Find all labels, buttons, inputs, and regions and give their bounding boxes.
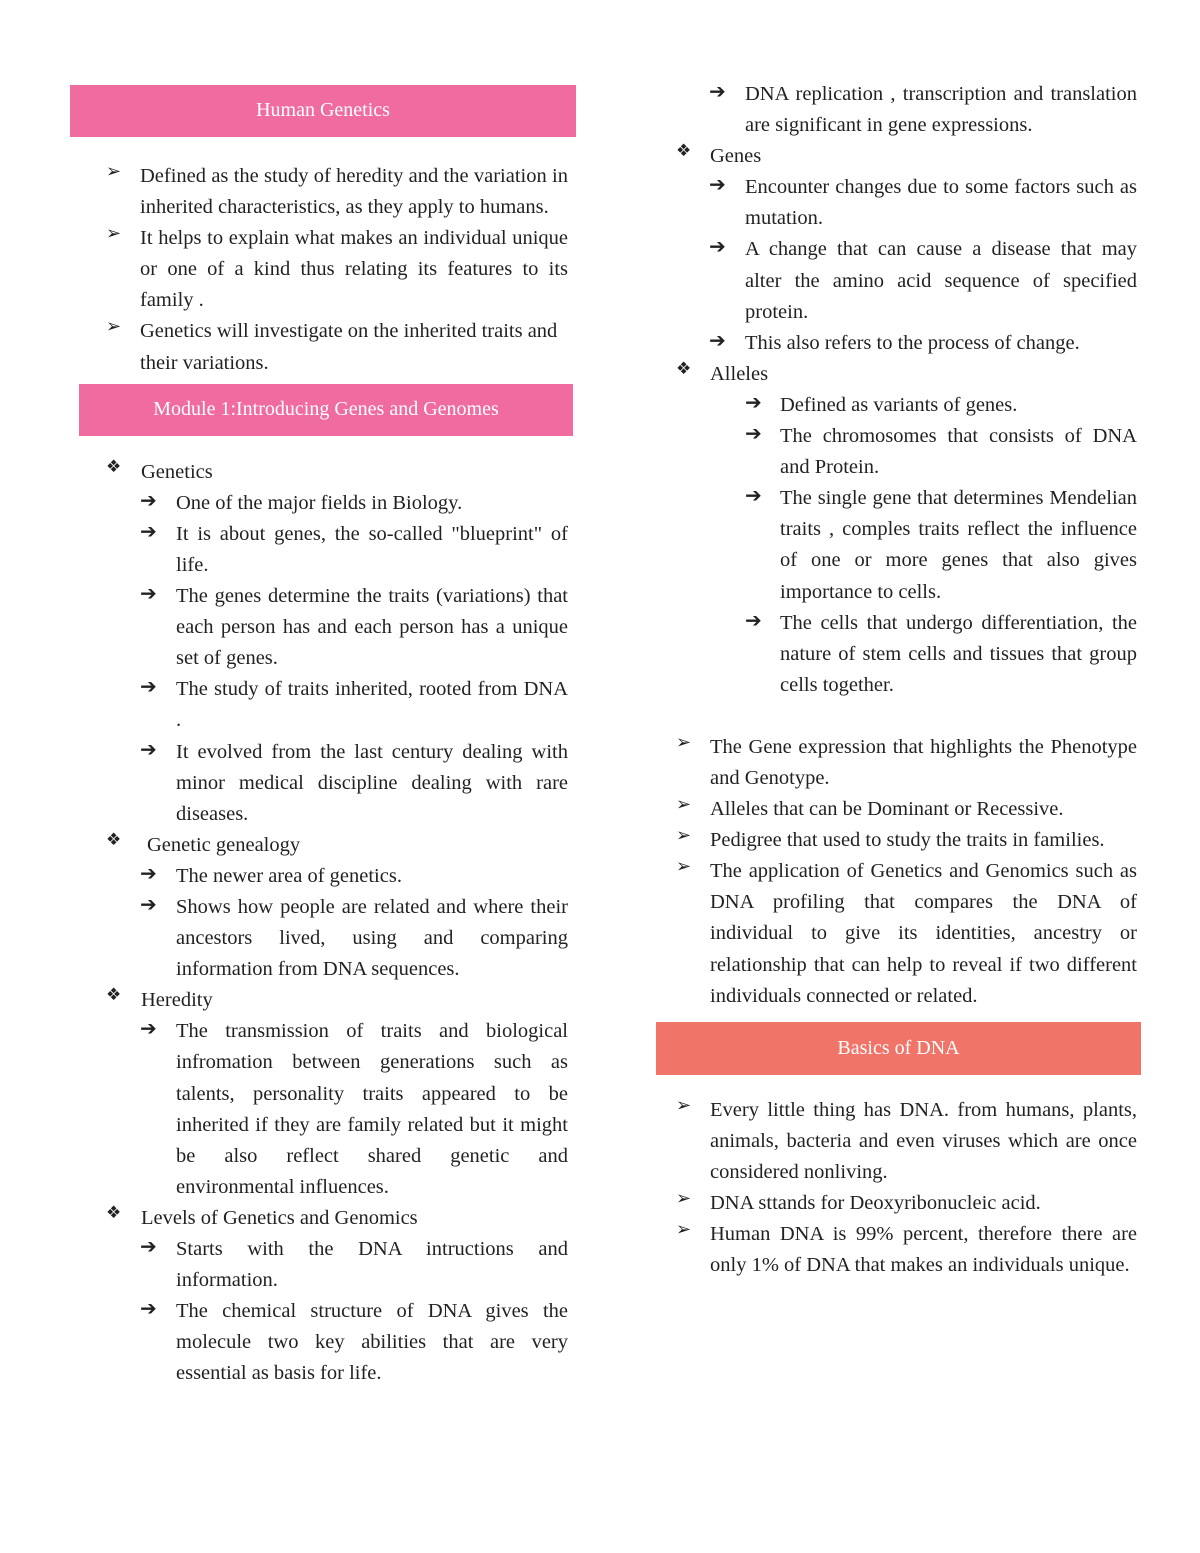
list-item: [656, 1188, 1141, 1219]
bullet-text: It evolved from the last century dealing with minor medical discipline dealing with rare diseases.: [176, 740, 568, 825]
section-header-module-1: Module 1:Introducing Genes and Genomes: [79, 384, 573, 436]
list-item: [70, 1296, 576, 1389]
diamond-bullet-icon: ❖: [106, 985, 122, 1005]
bullet-text: Starts with the DNA intructions and information.: [176, 1238, 568, 1292]
bullet-text: Every little thing has DNA. from humans, plants, animals, bacteria and even viruses which are once considered nonliving.: [710, 1098, 1137, 1183]
bullet-text: The application of Genetics and Genomics such as DNA profiling that compares the DNA of individual to give its identities, ancestry or relationship that can help to reveal if two different individuals connected or related.: [710, 860, 1137, 1007]
diamond-bullet-icon: ❖: [676, 141, 692, 161]
arrowhead-bullet-icon: ➢: [106, 161, 122, 181]
bullet-text: DNA sttands for Deoxyribonucleic acid.: [710, 1192, 1041, 1214]
bullet-text: Shows how people are related and where their ancestors lived, using and comparing information from DNA sequences.: [176, 895, 568, 981]
arrow-bullet-icon: ➔: [709, 81, 726, 103]
arrow-bullet-icon: ➔: [745, 391, 762, 414]
section-title-alleles: Alleles: [710, 362, 769, 385]
list-item: [656, 79, 1141, 141]
arrow-bullet-icon: ➔: [709, 329, 726, 352]
arrow-bullet-icon: ➔: [745, 423, 762, 446]
arrow-bullet-icon: ➔: [140, 676, 157, 699]
list-item: [656, 794, 1141, 825]
bullet-text: Defined as variants of genes.: [780, 393, 1018, 416]
list-item: [656, 732, 1141, 794]
section-title-genetics: Genetics: [141, 460, 213, 483]
list-item: [70, 488, 576, 519]
list-item: [70, 519, 576, 581]
bullet-text: The single gene that determines Mendelian traits , comples traits reflect the influence of one or more genes that also gives importance to cells.: [780, 487, 1137, 603]
bullet-text: A change that can cause a disease that may alter the amino acid sequence of specified protein.: [745, 238, 1137, 323]
right-column: [656, 0, 1141, 1281]
list-item: [656, 1095, 1141, 1188]
bullet-text: The Gene expression that highlights the Phenotype and Genotype.: [710, 735, 1137, 789]
list-item: [70, 892, 576, 985]
arrow-bullet-icon: ➔: [140, 520, 157, 543]
bullet-text: Pedigree that used to study the traits in families.: [710, 829, 1105, 852]
bullet-text: Alleles that can be Dominant or Recessive.: [710, 798, 1064, 821]
bullet-text: Genetics will investigate on the inherited traits and their variations.: [140, 320, 558, 374]
list-item: [70, 1234, 576, 1296]
list-item: [656, 825, 1141, 856]
list-item: [70, 737, 576, 830]
bullet-text: Defined as the study of heredity and the variation in inherited characteristics, as they apply to humans.: [140, 165, 568, 219]
list-item: [656, 390, 1141, 421]
section-title-heredity: Heredity: [141, 989, 213, 1012]
arrow-bullet-icon: ➔: [140, 489, 157, 512]
arrow-bullet-icon: ➔: [140, 1298, 157, 1321]
bullet-text: The genes determine the traits (variations) that each person has and each person has a unique set of genes.: [176, 585, 568, 670]
left-column: [70, 0, 576, 1389]
arrow-bullet-icon: ➔: [745, 609, 762, 632]
list-item: [70, 581, 576, 674]
arrowhead-bullet-icon: ➢: [676, 1219, 692, 1240]
list-item: [70, 830, 576, 861]
arrowhead-bullet-icon: ➢: [676, 825, 692, 846]
list-item: [656, 608, 1141, 701]
diamond-bullet-icon: ❖: [676, 358, 692, 378]
arrowhead-bullet-icon: ➢: [106, 223, 122, 244]
bullet-text: The study of traits inherited, rooted from DNA .: [176, 678, 568, 732]
bullet-text: It helps to explain what makes an individual unique or one of a kind thus relating its features to its family .: [140, 227, 568, 312]
bullet-text: The chemical structure of DNA gives the molecule two key abilities that are very essential as basis for life.: [176, 1300, 568, 1385]
list-item: [70, 316, 576, 378]
diamond-bullet-icon: ❖: [106, 829, 122, 849]
diamond-bullet-icon: ❖: [106, 456, 122, 476]
arrow-bullet-icon: ➔: [140, 738, 157, 761]
list-item: [656, 234, 1141, 327]
list-item: [70, 161, 576, 223]
bullet-text: Encounter changes due to some factors such as mutation.: [745, 176, 1137, 230]
arrow-bullet-icon: ➔: [140, 893, 157, 916]
bullet-text: The chromosomes that consists of DNA and Protein.: [780, 425, 1137, 479]
list-item: [70, 861, 576, 892]
list-item: [656, 359, 1141, 390]
list-item: [70, 674, 576, 736]
list-item: [656, 328, 1141, 359]
list-item: [656, 1219, 1141, 1281]
bullet-text: Human DNA is 99% percent, therefore there are only 1% of DNA that makes an individuals unique.: [710, 1223, 1137, 1277]
list-item: [656, 141, 1141, 172]
arrow-bullet-icon: ➔: [745, 485, 762, 508]
arrow-bullet-icon: ➔: [709, 236, 726, 259]
list-item: [656, 172, 1141, 234]
arrow-bullet-icon: ➔: [709, 174, 726, 197]
bullet-text: One of the major fields in Biology.: [176, 491, 463, 514]
bullet-text: It is about genes, the so-called "blueprint" of life.: [176, 522, 568, 576]
bullet-text: The transmission of traits and biological infromation between generations such as talents, personality traits appeared to be inherited if they are family related but it might be also reflect shared genetic and environmental influences.: [176, 1020, 568, 1198]
section-title-levels: Levels of Genetics and Genomics: [141, 1206, 418, 1229]
arrow-bullet-icon: ➔: [140, 862, 157, 885]
arrowhead-bullet-icon: ➢: [106, 316, 122, 337]
list-item: [656, 483, 1141, 607]
arrowhead-bullet-icon: ➢: [676, 1188, 692, 1208]
arrow-bullet-icon: ➔: [140, 1018, 157, 1041]
section-header-basics-of-dna: Basics of DNA: [656, 1022, 1141, 1075]
arrow-bullet-icon: ➔: [140, 583, 157, 606]
arrowhead-bullet-icon: ➢: [676, 731, 692, 752]
list-item: [656, 421, 1141, 483]
arrowhead-bullet-icon: ➢: [676, 794, 692, 815]
bullet-text: DNA replication , transcription and translation are significant in gene expressions.: [745, 83, 1137, 137]
section-header-human-genetics: Human Genetics: [70, 85, 576, 137]
bullet-text: This also refers to the process of change.: [745, 331, 1080, 354]
section-title-genes: Genes: [710, 145, 762, 168]
diamond-bullet-icon: ❖: [106, 1202, 122, 1222]
bullet-text: The newer area of genetics.: [176, 864, 402, 887]
arrow-bullet-icon: ➔: [140, 1236, 157, 1258]
section-title-genetic-genealogy: Genetic genealogy: [147, 833, 301, 856]
list-item: [656, 856, 1141, 1011]
arrowhead-bullet-icon: ➢: [676, 1094, 692, 1115]
list-item: [70, 1203, 576, 1234]
bullet-text: The cells that undergo differentiation, the nature of stem cells and tissues that group cells together.: [780, 611, 1137, 696]
list-item: [70, 457, 576, 488]
list-item: [70, 1016, 576, 1203]
arrowhead-bullet-icon: ➢: [676, 856, 692, 877]
list-item: [70, 985, 576, 1016]
list-item: [70, 223, 576, 316]
